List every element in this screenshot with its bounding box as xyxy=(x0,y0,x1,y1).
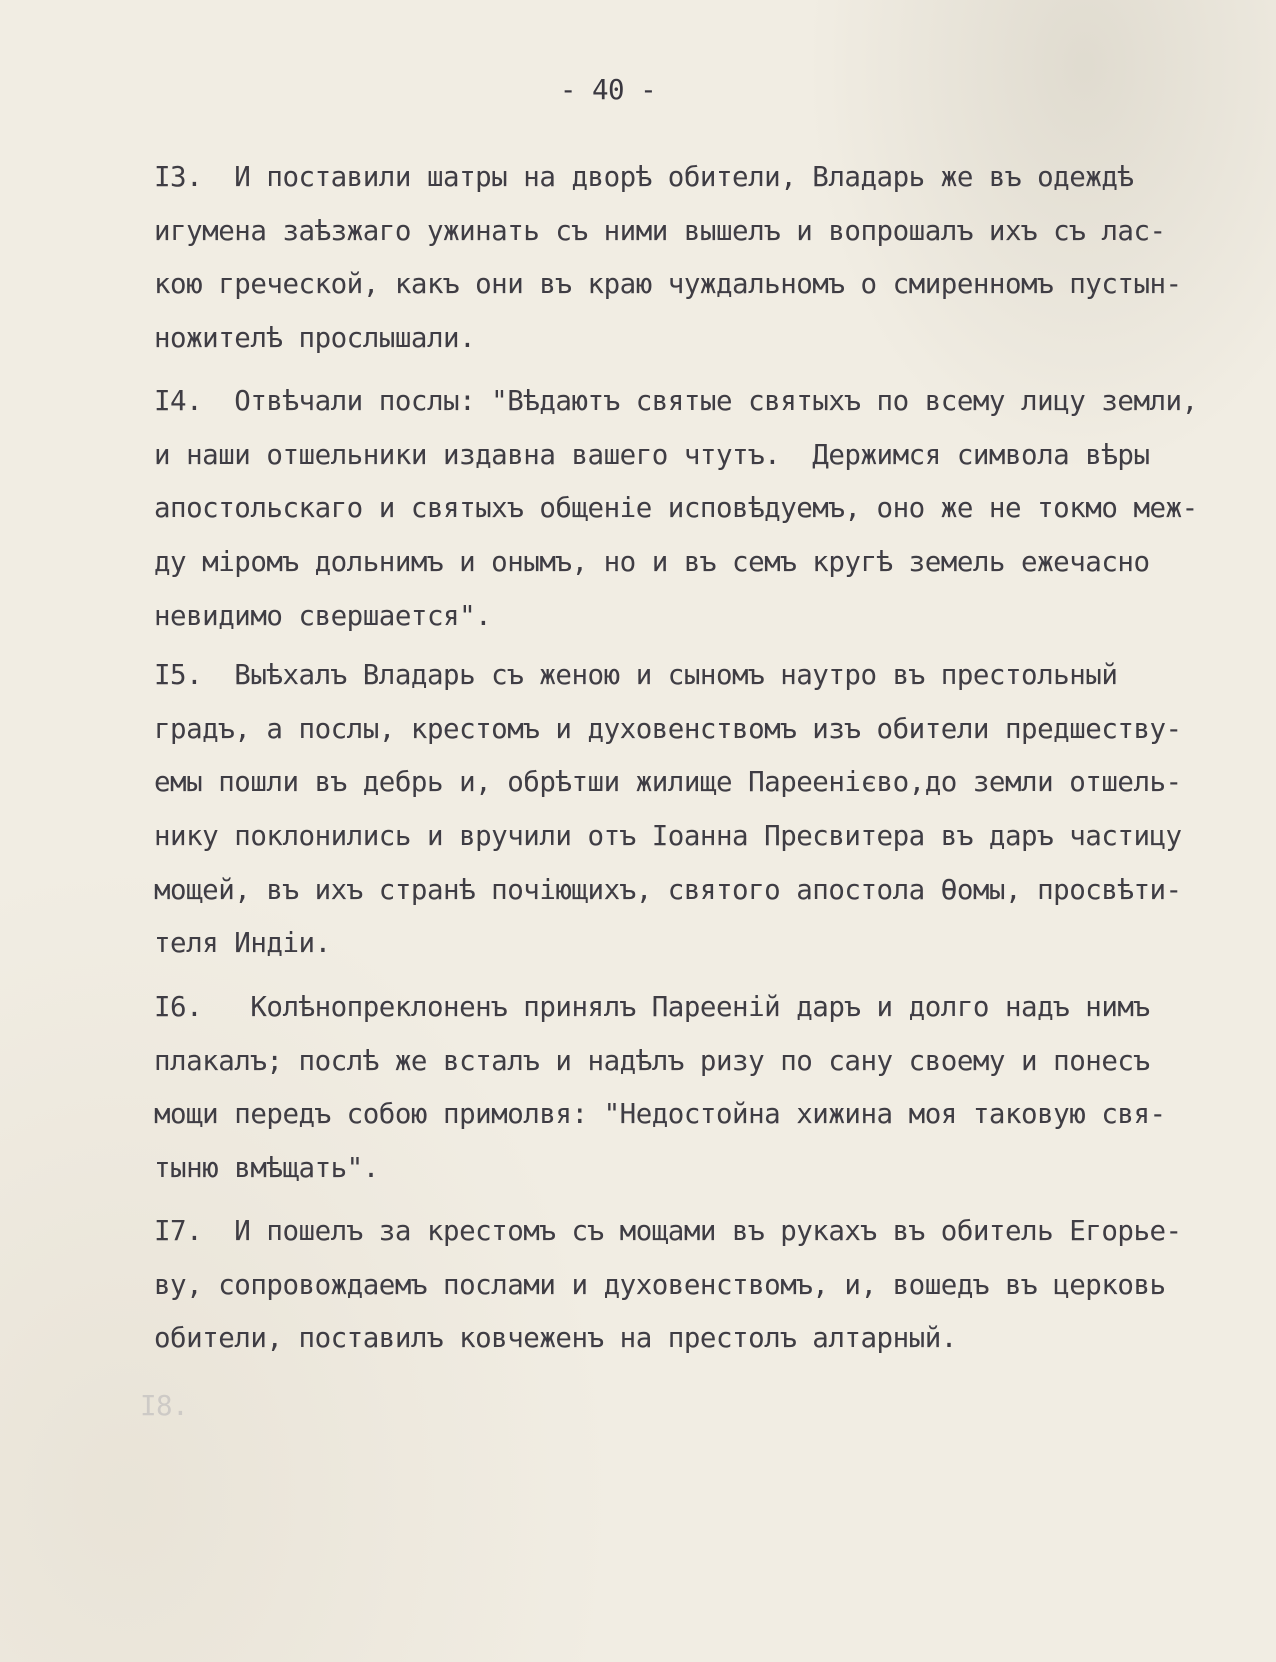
paragraph-line: градъ, а послы, крестомъ и духовенствомъ изъ обители предшеству- xyxy=(154,712,1182,745)
paragraph-line: невидимо свершается". xyxy=(154,599,492,632)
paragraph-15 xyxy=(0,658,1276,980)
paragraph-17 xyxy=(0,1214,1276,1375)
paragraph-line: ву, сопровождаемъ послами и духовенствомъ, и, вошедъ въ церковь xyxy=(154,1268,1166,1301)
paragraph-line: теля Индіи. xyxy=(154,927,331,960)
paragraph-line: кою греческой, какъ они въ краю чуждальномъ о смиренномъ пустын- xyxy=(154,268,1182,301)
paragraph-line: I7. И пошелъ за крестомъ съ мощами въ рукахъ въ обитель Егорье- xyxy=(154,1215,1182,1247)
paragraph-line: мощей, въ ихъ странѣ почіющихъ, святого апостола Ѳомы, просвѣти- xyxy=(154,873,1182,906)
paragraph-line: емы пошли въ дебрь и, обрѣтши жилище Пареенієво,до земли отшель- xyxy=(154,766,1182,799)
paragraph-16 xyxy=(0,990,1276,1205)
page-number: - 40 - xyxy=(559,74,657,106)
paragraph-line: мощи передъ собою примолвя: "Недостойна хижина моя таковую свя- xyxy=(154,1098,1166,1131)
paragraph-line: I6. Колѣнопреклоненъ принялъ Пареeній даръ и долго надъ нимъ xyxy=(154,991,1150,1023)
paragraph-line: обители, поставилъ ковчеженъ на престолъ алтарный. xyxy=(154,1322,957,1355)
paragraph-line: I4. Отвѣчали послы: "Вѣдаютъ святые святыхъ по всему лицу земли, xyxy=(154,385,1198,417)
paragraph-14 xyxy=(0,384,1276,652)
faint-paragraph-number: I8. xyxy=(140,1390,189,1422)
paragraph-line: нику поклонились и вручили отъ Іоанна Пресвитера въ даръ частицу xyxy=(154,820,1182,853)
paragraph-13 xyxy=(0,160,1276,375)
paragraph-line: ножителѣ прослышали. xyxy=(154,322,476,355)
paragraph-line: ду міромъ дольнимъ и онымъ, но и въ семъ кругѣ земель ежечасно xyxy=(154,546,1150,579)
paragraph-line: и наши отшельники издавна вашего чтутъ. Держимся символа вѣры xyxy=(154,438,1150,471)
paragraph-line: плакалъ; послѣ же всталъ и надѣлъ ризу по сану своему и понесъ xyxy=(154,1044,1150,1077)
paragraph-line: тыню вмѣщать". xyxy=(154,1152,379,1185)
paragraph-line: I3. И поставили шатры на дворѣ обители, Владарь же въ одеждѣ xyxy=(154,161,1134,193)
paragraph-line: игумена заѣзжаго ужинать съ ними вышелъ и вопрошалъ ихъ съ лас- xyxy=(154,214,1166,247)
paragraph-line: апостольскаго и святыхъ общеніе исповѣдуемъ, оно же не токмо меж- xyxy=(154,492,1198,525)
paragraph-line: I5. Выѣхалъ Владарь съ женою и сыномъ наутро въ престольный xyxy=(154,659,1118,691)
